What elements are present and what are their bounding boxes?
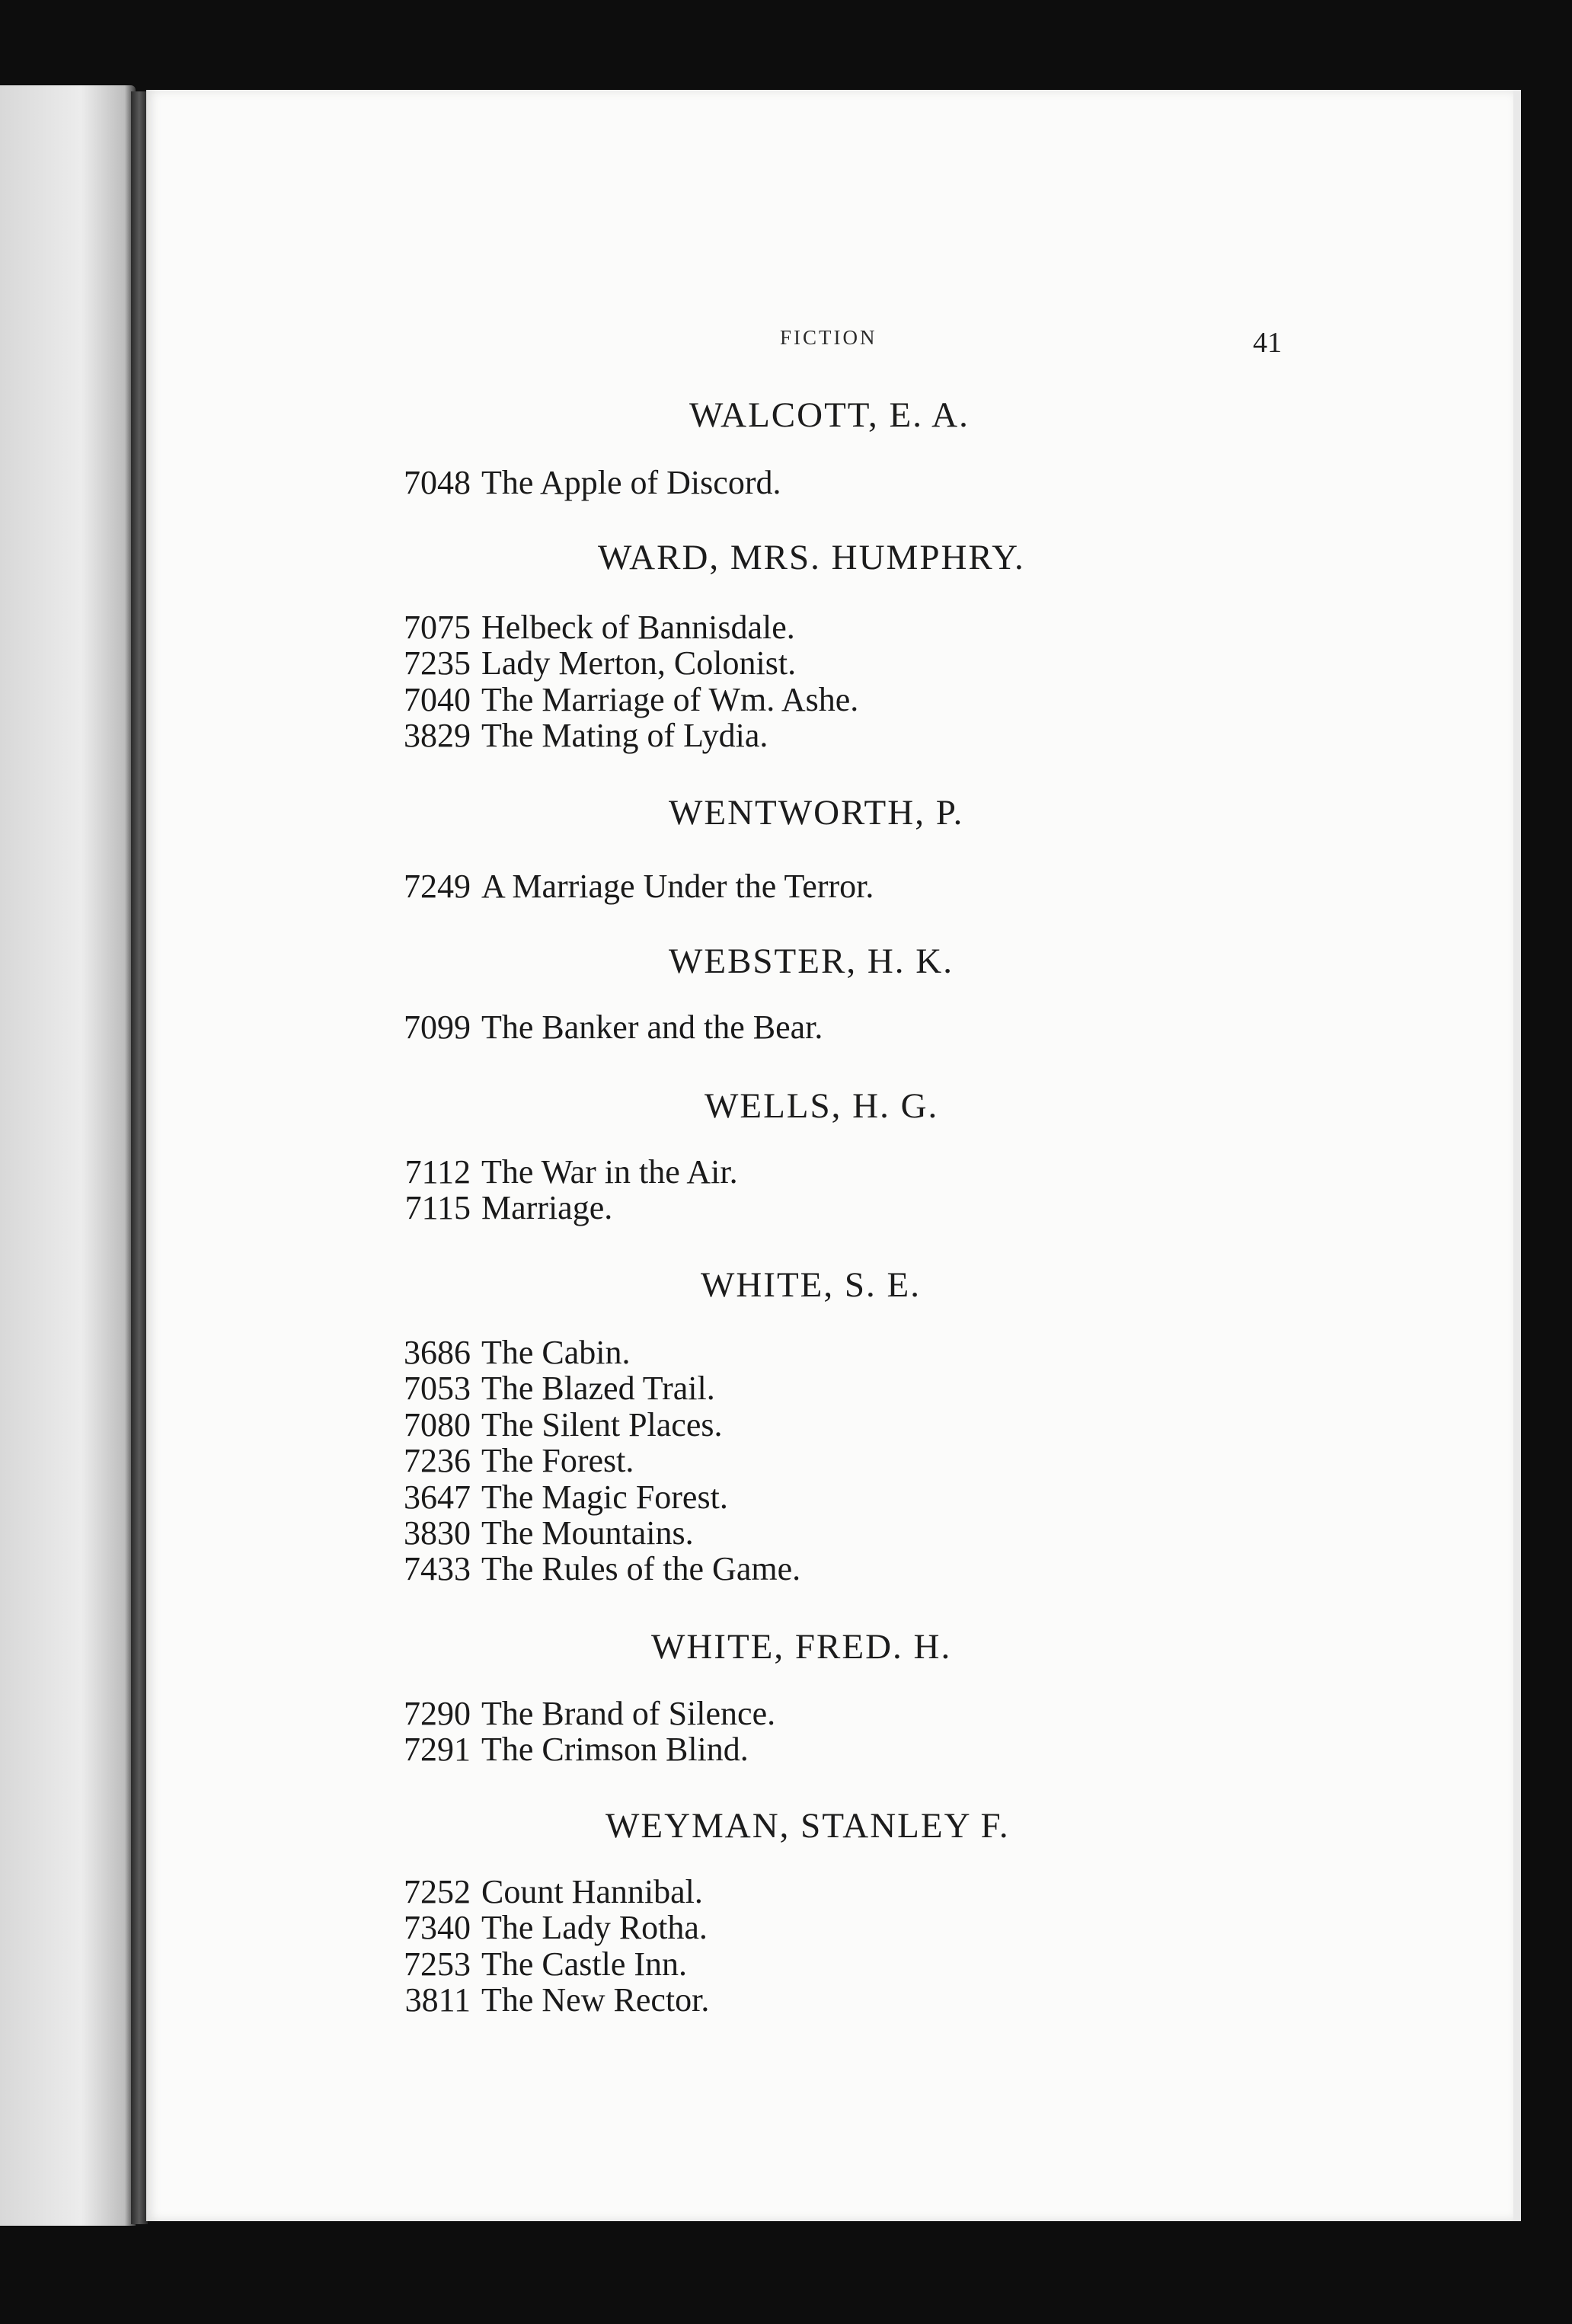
list-item: [381, 1515, 800, 1551]
entry-list: [381, 1696, 775, 1768]
entry-list: [381, 1154, 738, 1226]
book-title: The Silent Places.: [481, 1405, 723, 1443]
book-title: Count Hannibal.: [481, 1873, 703, 1910]
entry-list: [381, 868, 874, 904]
book-title: The Marriage of Wm. Ashe.: [481, 680, 859, 718]
catalog-number: 3830: [404, 1514, 471, 1552]
catalog-number: 7099: [404, 1009, 471, 1046]
list-item: [381, 718, 858, 753]
book-title: The Lady Rotha.: [481, 1909, 708, 1947]
list-item: [381, 1370, 800, 1406]
list-item: [381, 1154, 738, 1190]
list-item: [381, 1946, 709, 1982]
list-item: [381, 1443, 800, 1478]
list-item: [381, 465, 781, 500]
catalog-number: 7048: [404, 464, 471, 501]
author-heading: WHITE, FRED. H.: [651, 1627, 952, 1667]
catalog-number: 3647: [404, 1478, 471, 1516]
book-title: The Magic Forest.: [481, 1478, 728, 1516]
book-title: The Castle Inn.: [481, 1945, 688, 1983]
page-number: 41: [1253, 327, 1282, 359]
author-heading: WENTWORTH, P.: [669, 793, 964, 833]
entry-list: [381, 1874, 709, 2019]
author-heading: WARD, MRS. HUMPHRY.: [598, 538, 1025, 577]
list-item: [381, 1874, 709, 1910]
author-heading: WEBSTER, H. K.: [669, 941, 954, 981]
catalog-number: 3686: [404, 1334, 471, 1371]
book-title: The Cabin.: [481, 1334, 631, 1371]
catalog-number: 7115: [404, 1189, 471, 1227]
book-title: A Marriage Under the Terror.: [481, 868, 874, 905]
book-title: The New Rector.: [481, 1981, 710, 2019]
catalog-number: 7291: [404, 1731, 471, 1769]
list-item: [381, 645, 858, 681]
catalog-number: 7249: [404, 868, 471, 905]
book-gutter: [131, 91, 148, 2224]
catalog-number: 7235: [404, 644, 471, 682]
entry-list: [381, 1335, 800, 1587]
list-item: [381, 868, 874, 904]
list-item: [381, 1335, 800, 1370]
list-item: [381, 1407, 800, 1443]
catalog-number: 7290: [404, 1695, 471, 1732]
catalog-number: 7112: [404, 1153, 471, 1191]
list-item: [381, 1479, 800, 1515]
book-title: The Blazed Trail.: [481, 1370, 715, 1408]
book-title: Marriage.: [481, 1189, 613, 1227]
catalog-number: 7075: [404, 609, 471, 646]
entry-list: [381, 1009, 823, 1045]
entry-list: [381, 465, 781, 500]
catalog-number: 7040: [404, 680, 471, 718]
book-title: The War in the Air.: [481, 1153, 738, 1191]
catalog-number: 3811: [404, 1981, 471, 2019]
list-item: [381, 1551, 800, 1587]
book-title: Lady Merton, Colonist.: [481, 644, 797, 682]
author-heading: WHITE, S. E.: [701, 1265, 921, 1305]
author-heading: WEYMAN, STANLEY F.: [605, 1806, 1010, 1846]
book-title: The Forest.: [481, 1442, 634, 1480]
catalog-number: 7252: [404, 1873, 471, 1910]
book-title: The Brand of Silence.: [481, 1695, 776, 1732]
list-item: [381, 682, 858, 718]
catalog-number: 7080: [404, 1405, 471, 1443]
list-item: [381, 1190, 738, 1226]
book-title: The Rules of the Game.: [481, 1550, 801, 1588]
entry-list: [381, 609, 858, 754]
book-title: The Mating of Lydia.: [481, 717, 768, 755]
facing-page-edge: [0, 85, 136, 2226]
catalog-number: 7340: [404, 1909, 471, 1947]
running-head: FICTION: [780, 326, 877, 349]
list-item: [381, 1009, 823, 1045]
author-heading: WALCOTT, E. A.: [689, 395, 970, 435]
book-title: The Mountains.: [481, 1514, 694, 1552]
book-title: The Banker and the Bear.: [481, 1009, 823, 1046]
list-item: [381, 1910, 709, 1945]
list-item: [381, 1696, 775, 1731]
catalog-number: 7253: [404, 1945, 471, 1983]
list-item: [381, 609, 858, 645]
catalog-number: 7236: [404, 1442, 471, 1480]
book-title: The Crimson Blind.: [481, 1731, 749, 1769]
list-item: [381, 1731, 775, 1767]
catalog-number: 7433: [404, 1550, 471, 1588]
book-title: The Apple of Discord.: [481, 464, 781, 501]
author-heading: WELLS, H. G.: [705, 1086, 939, 1126]
catalog-number: 7053: [404, 1370, 471, 1408]
book-title: Helbeck of Bannisdale.: [481, 609, 795, 646]
catalog-number: 3829: [404, 717, 471, 755]
list-item: [381, 1982, 709, 2018]
